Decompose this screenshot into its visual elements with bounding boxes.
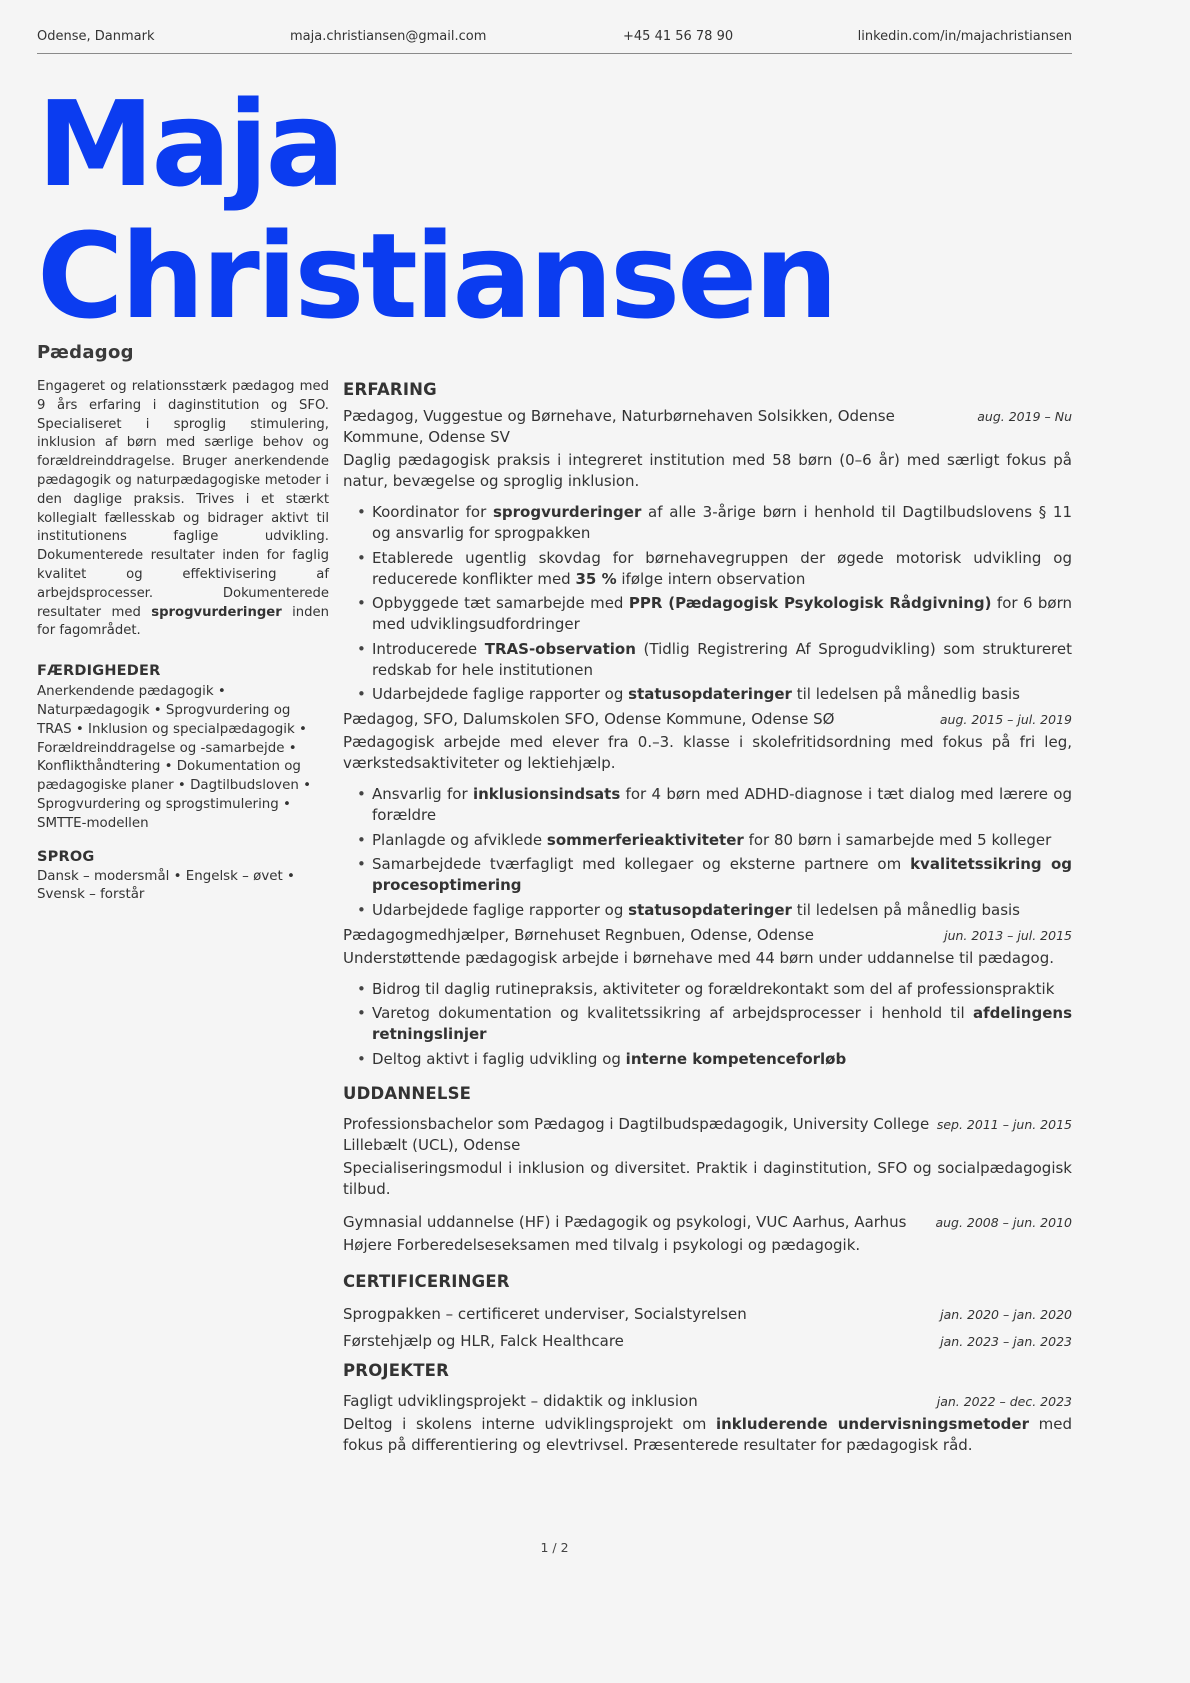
right-column (343, 378, 1072, 1456)
education-entry (343, 1212, 1072, 1256)
entry-header (343, 1391, 1072, 1412)
languages-heading: SPROG (37, 848, 95, 865)
bullet-list (343, 979, 1072, 1070)
entry-header (343, 1114, 1072, 1156)
contact-linkedin[interactable]: linkedin.com/in/majachristiansen (857, 29, 1072, 44)
languages-list: Dansk – modersmål • Engelsk – øvet • Svensk – forstår (37, 868, 295, 903)
bullet-item: • Koordinator for sprogvurderinger af alle 3-årige børn i henhold til Dagtilbudslovens § 11 og ansvarlig for sprogpakken (343, 502, 1072, 544)
entry-header (343, 925, 1072, 946)
entry-header (343, 1212, 1072, 1233)
summary-text: Engageret og relationsstærk pædagog med 9 års erfaring i daginstitution og SFO. Specialiseret i sproglig stimulering, inklusion af børn med særlige behov og forældreinddragelse. Bruger anerkendende pædagogik og naturpædagogiske metoder i den daglige praksis. Trives i et stærkt kollegialt fællesskab og bidrager aktivt til institutionens faglige udvikling. Dokumenterede resultater inden for faglig kvalitet og effektivisering af arbejdsprocesser. Dokumenterede resultater med (37, 379, 329, 620)
projects-heading: PROJEKTER (343, 1360, 450, 1380)
skills-heading: FÆRDIGHEDER (37, 663, 161, 680)
bullet-item: • Udarbejdede faglige rapporter og statusopdateringer til ledelsen på månedlig basis (343, 900, 1072, 921)
bullet-item: • Introducerede TRAS-observation (Tidlig Registrering Af Sprogudvikling) som struktureret redskab for hele institutionen (343, 639, 1072, 681)
full-name (37, 75, 836, 345)
bullet-item: • Planlagde og afviklede sommerferieaktiviteter for 80 børn i samarbejde med 5 kolleger (343, 830, 1072, 851)
entry-date: jan. 2023 – jan. 2023 (940, 1333, 1072, 1349)
bullet-item: • Varetog dokumentation og kvalitetssikring af arbejdsprocesser i henhold til afdelingens retningslinjer (343, 1003, 1072, 1045)
entry-description: Pædagogisk arbejde med elever fra 0.–3. klasse i skolefritidsordning med fokus på fri leg, værkstedsaktiviteter og lektiehjælp. (343, 733, 1072, 772)
entry-title: Pædagogmedhjælper, Børnehuset Regnbuen, Odense, Odense (343, 925, 814, 944)
entry-date: aug. 2019 – Nu (977, 409, 1072, 424)
summary-bold: sprogvurderinger (151, 604, 282, 620)
entry-title: Professionsbachelor som Pædagog i Dagtilbudspædagogik, University College Lillebælt (UCL), Odense (343, 1114, 930, 1154)
entry-description: Specialiseringsmodul i inklusion og diversitet. Praktik i daginstitution, SFO og socialpædagogisk tilbud. (343, 1158, 1072, 1198)
job-entry (343, 709, 1072, 921)
certification-entry (343, 1331, 1072, 1352)
entry-title: Pædagog, SFO, Dalumskolen SFO, Odense Kommune, Odense SØ (343, 710, 835, 728)
entry-date: aug. 2008 – jun. 2010 (935, 1214, 1072, 1230)
entry-title: Førstehjælp og HLR, Falck Healthcare (343, 1331, 624, 1350)
entry-description: Understøttende pædagogisk arbejde i børnehave med 44 børn under uddannelse til pædagog. (343, 948, 1055, 967)
entry-description: Højere Forberedelseseksamen med tilvalg i psykologi og pædagogik. (343, 1235, 861, 1254)
certifications-heading: CERTIFICERINGER (343, 1271, 510, 1291)
bullet-item: • Udarbejdede faglige rapporter og statusopdateringer til ledelsen på månedlig basis (343, 684, 1072, 705)
summary (37, 378, 329, 641)
entry-title: Pædagog, Vuggestue og Børnehave, Naturbørnehaven Solsikken, Odense Kommune, Odense SV (343, 407, 895, 446)
entry-title: Sprogpakken – certificeret underviser, Socialstyrelsen (343, 1304, 747, 1323)
education-heading: UDDANNELSE (343, 1083, 472, 1103)
contact-bar (37, 29, 1072, 54)
project-entry (343, 1391, 1072, 1456)
bullet-item: • Bidrog til daglig rutinepraksis, aktiviteter og forældrekontakt som del af professionspraktik (343, 979, 1072, 1000)
entry-description: Daglig pædagogisk praksis i integreret institution med 58 børn (0–6 år) med særligt fokus på natur, bevægelse og sproglig inklusion. (343, 451, 1072, 490)
job-role: Pædagog (37, 342, 134, 363)
last-name: Christiansen (37, 207, 836, 345)
left-column (37, 378, 329, 905)
education-entry (343, 1114, 1072, 1200)
entry-title: Gymnasial uddannelse (HF) i Pædagogik og psykologi, VUC Aarhus, Aarhus (343, 1212, 907, 1231)
bullet-item: • Etablerede ugentlig skovdag for børnehavegruppen der øgede motorisk udvikling og reducerede konflikter med 35 % ifølge intern observation (343, 548, 1072, 590)
bullet-list (343, 502, 1072, 705)
bullet-item: • Deltog aktivt i faglig udvikling og interne kompetenceforløb (343, 1049, 1072, 1070)
bullet-item: • Ansvarlig for inklusionsindsats for 4 børn med ADHD-diagnose i tæt dialog med lærere og forældre (343, 784, 1072, 826)
entry-date: jan. 2022 – dec. 2023 (936, 1393, 1072, 1409)
bullet-item: • Opbyggede tæt samarbejde med PPR (Pædagogisk Psykologisk Rådgivning) for 6 børn med udviklingsudfordringer (343, 593, 1072, 635)
entry-header (343, 709, 1072, 730)
skills-list: Anerkendende pædagogik • Naturpædagogik • Sprogvurdering og TRAS • Inklusion og specialpædagogik • Forældreinddragelse og -samarbejde • Konflikthåndtering • Dokumentation og pædagogiske planer • Dagtilbudsloven • Sprogvurdering og sprogstimulering • SMTTE-modellen (37, 684, 311, 831)
experience-heading: ERFARING (343, 380, 437, 399)
certification-entry (343, 1304, 1072, 1325)
job-entry (343, 925, 1072, 1070)
entry-date: aug. 2015 – jul. 2019 (939, 712, 1072, 727)
entry-date: sep. 2011 – jun. 2015 (936, 1116, 1072, 1132)
entry-title: Fagligt udviklingsprojekt – didaktik og inklusion (343, 1391, 698, 1410)
entry-date: jun. 2013 – jul. 2015 (944, 927, 1072, 943)
page-number: 1 / 2 (540, 1540, 569, 1555)
summary-tail: inden for fagområdet. (37, 604, 329, 639)
contact-phone[interactable]: +45 41 56 78 90 (623, 29, 734, 44)
first-name: Maja (37, 75, 343, 213)
contact-email[interactable]: maja.christiansen@gmail.com (290, 29, 487, 44)
entry-date: jan. 2020 – jan. 2020 (940, 1306, 1072, 1322)
entry-description: Deltog i skolens interne udviklingsprojekt om inkluderende undervisningsmetoder med fokus på differentiering og elevtrivsel. Præsenterede resultater for pædagogisk råd. (343, 1414, 1072, 1454)
bullet-list (343, 784, 1072, 921)
bullet-item: • Samarbejdede tværfagligt med kollegaer og eksterne partnere om kvalitetssikring og procesoptimering (343, 854, 1072, 896)
contact-location: Odense, Danmark (37, 29, 155, 44)
job-entry (343, 406, 1072, 705)
entry-header (343, 406, 1072, 448)
